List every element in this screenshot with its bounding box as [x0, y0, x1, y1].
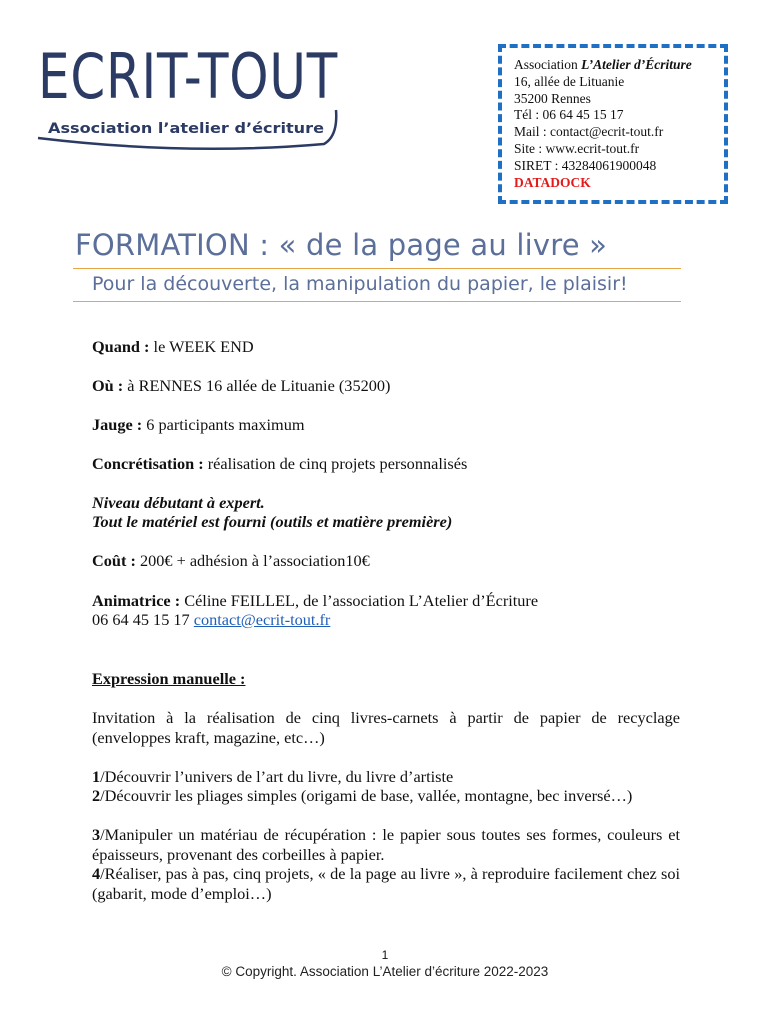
logo — [38, 40, 348, 150]
address-city: 35200 Rennes — [514, 90, 591, 106]
list-item: 1/Découvrir l’univers de l’art du livre, du livre d’artiste — [92, 767, 454, 786]
address-site: Site : www.ecrit-tout.fr — [514, 140, 640, 156]
detail-concretisation: Concrétisation : réalisation de cinq projets personnalisés — [92, 454, 468, 473]
list-item: 4/Réaliser, pas à pas, cinq projets, « de la page au livre », à reproduire facilement chez soi (gabarit, mode d’emploi…) — [92, 864, 680, 903]
detail-cout: Coût : 200€ + adhésion à l’association10€ — [92, 551, 370, 570]
page-title: FORMATION : « de la page au livre » — [75, 228, 608, 262]
subtitle-rule — [73, 301, 681, 302]
detail-animatrice: Animatrice : Céline FEILLEL, de l’association L’Atelier d’Écriture — [92, 591, 539, 610]
page-number: 1 — [381, 948, 389, 962]
section-intro: Invitation à la réalisation de cinq livres-carnets à partir de papier de recyclage (enveloppes kraft, magazine, etc…) — [92, 708, 680, 747]
page-subtitle: Pour la découverte, la manipulation du papier, le plaisir! — [92, 273, 628, 295]
address-street: 16, allée de Lituanie — [514, 73, 625, 89]
detail-materiel: Tout le matériel est fourni (outils et matière première) — [92, 512, 453, 531]
logo-tagline: Association l’atelier d’écriture — [48, 121, 325, 137]
logo-wordmark: ECRIT-TOUT — [38, 40, 339, 113]
detail-niveau: Niveau débutant à expert. — [92, 493, 265, 512]
section-heading: Expression manuelle : — [92, 669, 246, 688]
association-name: L’Atelier d’Écriture — [581, 57, 692, 72]
address-box — [498, 44, 728, 204]
contact-email-link[interactable]: contact@ecrit-tout.fr — [193, 610, 331, 629]
footer-copyright: © Copyright. Association L’Atelier d’écriture 2022-2023 — [221, 964, 549, 979]
address-mail: Mail : contact@ecrit-tout.fr — [514, 124, 664, 140]
title-rule — [73, 268, 681, 269]
detail-contact — [92, 610, 330, 630]
list-item: 3/Manipuler un matériau de récupération : le papier sous toutes ses formes, couleurs et épaisseurs, provenant des corbeilles à papier. — [92, 825, 680, 864]
detail-ou: Où : à RENNES 16 allée de Lituanie (35200) — [92, 376, 391, 395]
detail-quand: Quand : le WEEK END — [92, 337, 254, 356]
detail-jauge: Jauge : 6 participants maximum — [92, 415, 305, 434]
datadock-label: DATADOCK — [514, 174, 591, 190]
list-item: 2/Découvrir les pliages simples (origami de base, vallée, montagne, bec inversé…) — [92, 786, 633, 805]
contact-phone: 06 64 45 15 17 — [92, 610, 194, 629]
address-siret: SIRET : 43284061900048 — [514, 157, 657, 173]
address-phone: Tél : 06 64 45 15 17 — [514, 107, 624, 123]
address-association: Association L’Atelier d’Écriture — [514, 57, 692, 72]
